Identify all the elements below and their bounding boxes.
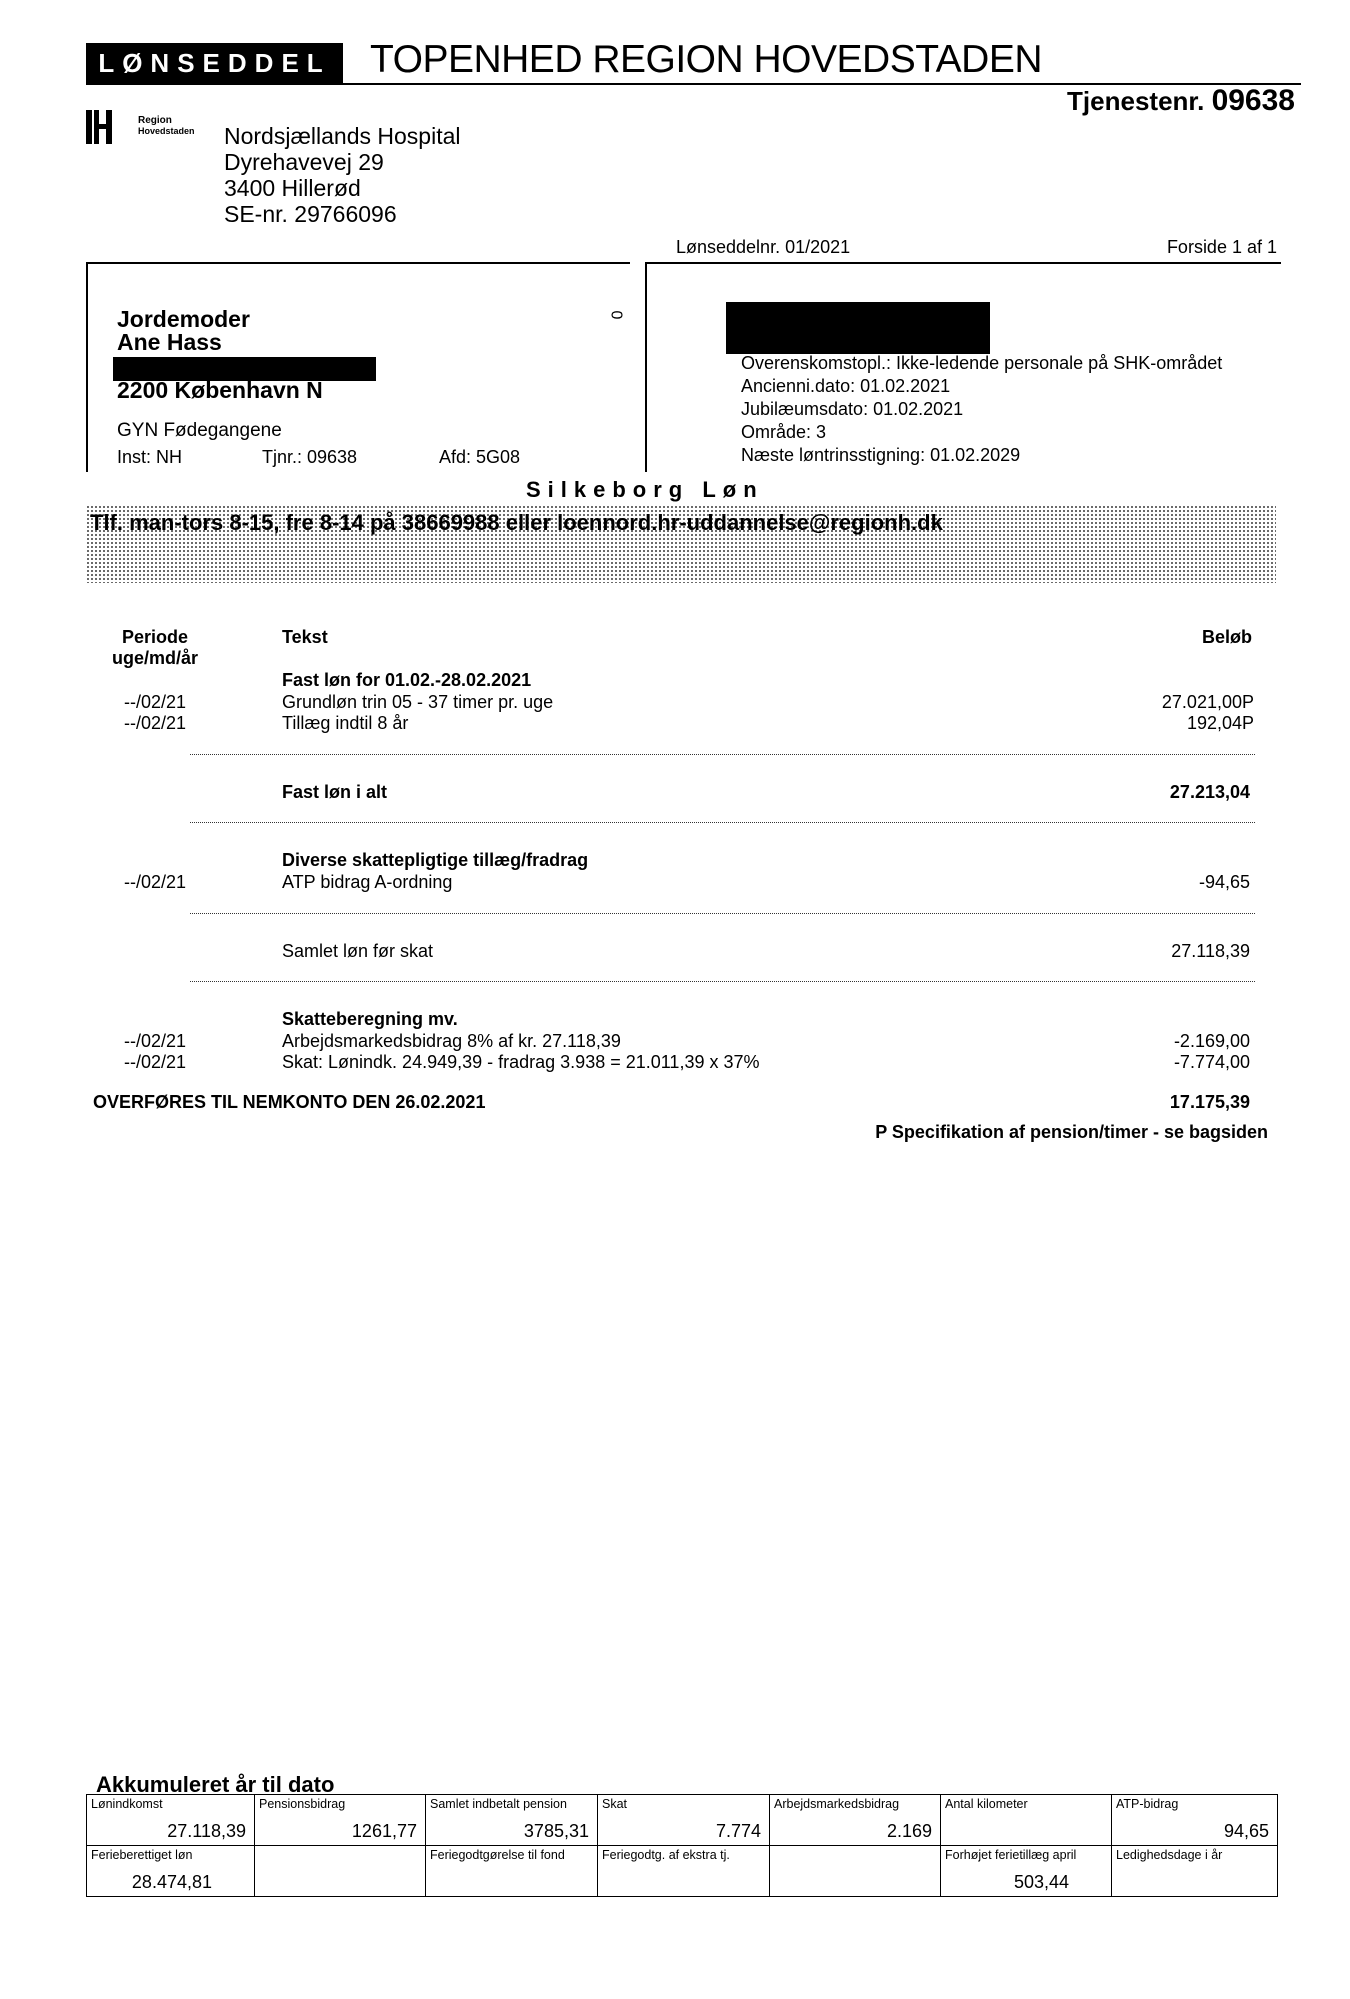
- logo-text-line2: Hovedstaden: [138, 126, 195, 136]
- fixed-total-label: Fast løn i alt: [282, 782, 388, 802]
- row-period: --/02/21: [123, 692, 187, 712]
- column-header-period-line1: Periode: [121, 627, 189, 647]
- accumulated-cell: [255, 1846, 426, 1897]
- organization-title: TOPENHED REGION HOVEDSTADEN: [370, 38, 1042, 81]
- pretax-amount: 27.118,39: [1171, 941, 1250, 961]
- region-hovedstaden-logo: [86, 108, 226, 148]
- accumulated-cell: [426, 1795, 598, 1846]
- cell-value: 503,44: [1013, 1872, 1069, 1892]
- contract-line: Næste løntrinsstigning: 01.02.2029: [741, 445, 1021, 465]
- row-amount: -94,65: [1198, 872, 1250, 892]
- cell-value: 27.118,39: [167, 1821, 246, 1841]
- row-amount: 192,04P: [1186, 713, 1254, 733]
- accumulated-cell: [1112, 1795, 1278, 1846]
- address-line: Dyrehavevej 29: [224, 149, 384, 175]
- payroll-provider: Silkeborg Løn: [526, 477, 764, 502]
- contract-line: Overenskomstopl.: Ikke-ledende personale på SHK-området: [741, 353, 1223, 373]
- row-text: Skat: Lønindk. 24.949,39 - fradrag 3.938 = 21.011,39 x 37%: [282, 1052, 760, 1072]
- column-header-amount: Beløb: [1201, 627, 1252, 647]
- address-line: Nordsjællands Hospital: [224, 123, 461, 149]
- fixed-total-amount: 27.213,04: [1169, 782, 1250, 802]
- recipient-title: Jordemoder: [117, 306, 250, 332]
- cell-label: Pensionsbidrag: [259, 1797, 346, 1811]
- row-text: Grundløn trin 05 - 37 timer pr. uge: [282, 692, 554, 712]
- recipient-name: Ane Hass: [117, 329, 222, 355]
- accumulated-title: Akkumuleret år til dato: [96, 1772, 335, 1797]
- service-number-label: Tjenestenr.: [1067, 86, 1205, 116]
- section-heading: Diverse skattepligtige tillæg/fradrag: [282, 850, 589, 870]
- dotted-separator: [190, 822, 1255, 823]
- row-period: --/02/21: [123, 713, 187, 733]
- contract-line: Jubilæumsdato: 01.02.2021: [741, 399, 964, 419]
- row-text: ATP bidrag A-ordning: [282, 872, 453, 892]
- recipient-inst: Inst: NH: [117, 447, 183, 467]
- row-amount: -2.169,00: [1173, 1031, 1250, 1051]
- recipient-box-left-border: [86, 262, 88, 472]
- row-text: Tillæg indtil 8 år: [282, 713, 409, 733]
- cell-label: Samlet indbetalt pension: [430, 1797, 567, 1811]
- row-amount: 27.021,00P: [1161, 692, 1254, 712]
- accumulated-table: [86, 1794, 1278, 1897]
- cell-label: Antal kilometer: [945, 1797, 1028, 1811]
- accumulated-cell: [1112, 1846, 1278, 1897]
- service-number-value: 09638: [1211, 84, 1295, 117]
- accumulated-cell: [941, 1795, 1112, 1846]
- accumulated-cell: [598, 1795, 770, 1846]
- accumulated-row: [87, 1846, 1278, 1897]
- recipient-department: GYN Fødegangene: [117, 420, 282, 441]
- address-line: 3400 Hillerød: [224, 175, 361, 201]
- cell-value: 1261,77: [351, 1821, 417, 1841]
- zero-mark: 0: [607, 310, 625, 320]
- row-period: --/02/21: [123, 1052, 187, 1072]
- cell-label: ATP-bidrag: [1116, 1797, 1179, 1811]
- specification-note: P Specifikation af pension/timer - se bagsiden: [875, 1122, 1268, 1142]
- cell-value: 2.169: [886, 1821, 932, 1841]
- accumulated-cell: [255, 1795, 426, 1846]
- section-heading: Fast løn for 01.02.-28.02.2021: [282, 670, 532, 690]
- recipient-tjnr: Tjnr.: 09638: [262, 447, 358, 467]
- document-title: LØNSEDDEL: [86, 43, 343, 83]
- accumulated-cell: [770, 1795, 941, 1846]
- cell-value: 28.474,81: [131, 1872, 212, 1892]
- contract-info: [741, 352, 1222, 467]
- row-amount: -7.774,00: [1173, 1052, 1250, 1072]
- address-line: SE-nr. 29766096: [224, 201, 397, 227]
- transfer-amount: 17.175,39: [1169, 1092, 1250, 1112]
- contract-box-left-border: [645, 262, 647, 472]
- accumulated-cell: [426, 1846, 598, 1897]
- contract-line: Ancienni.dato: 01.02.2021: [741, 376, 951, 396]
- accumulated-cell: [941, 1846, 1112, 1897]
- cell-label: Ferieberettiget løn: [91, 1848, 193, 1862]
- dotted-separator: [190, 913, 1255, 914]
- accumulated-cell: [598, 1846, 770, 1897]
- column-header-period-line2: uge/md/år: [111, 648, 199, 668]
- transfer-label: OVERFØRES TIL NEMKONTO DEN 26.02.2021: [93, 1092, 486, 1112]
- recipient-box-top-border: [86, 262, 630, 264]
- cell-value: 7.774: [715, 1821, 761, 1841]
- accumulated-cell: [87, 1846, 255, 1897]
- accumulated-cell: [770, 1846, 941, 1897]
- logo-text-line1: Region: [138, 115, 172, 126]
- cell-label: Forhøjet ferietillæg april: [945, 1848, 1077, 1862]
- service-number: [1067, 84, 1295, 118]
- recipient-name-block: [117, 308, 250, 354]
- pretax-label: Samlet løn før skat: [282, 941, 434, 961]
- dotted-separator: [190, 754, 1255, 755]
- cell-value: 94,65: [1223, 1821, 1269, 1841]
- dotted-separator: [190, 981, 1255, 982]
- row-period: --/02/21: [123, 872, 187, 892]
- slip-number: Lønseddelnr. 01/2021: [676, 237, 851, 257]
- cell-label: Ledighedsdage i år: [1116, 1848, 1223, 1862]
- contact-line: Tlf. man-tors 8-15, fre 8-14 på 38669988 eller loennord.hr-uddannelse@regionh.dk: [90, 510, 943, 535]
- recipient-city: 2200 København N: [117, 377, 323, 403]
- contract-box-top-border: [645, 262, 1281, 264]
- cell-value: 3785,31: [523, 1821, 589, 1841]
- column-header-period: [90, 627, 220, 669]
- accumulated-row: [87, 1795, 1278, 1846]
- cell-label: Feriegodtgørelse til fond: [430, 1848, 565, 1862]
- cell-label: Arbejdsmarkedsbidrag: [774, 1797, 900, 1811]
- page-info: Forside 1 af 1: [1166, 237, 1277, 257]
- recipient-afd: Afd: 5G08: [439, 447, 521, 467]
- row-period: --/02/21: [123, 1031, 187, 1051]
- redacted-employee-info: [726, 302, 990, 354]
- cell-label: Feriegodtg. af ekstra tj.: [602, 1848, 730, 1862]
- column-header-text: Tekst: [282, 627, 328, 647]
- accumulated-cell: [87, 1795, 255, 1846]
- contract-line: Område: 3: [741, 422, 827, 442]
- sender-address: [224, 123, 461, 227]
- row-text: Arbejdsmarkedsbidrag 8% af kr. 27.118,39: [282, 1031, 621, 1051]
- cell-label: Lønindkomst: [91, 1797, 163, 1811]
- section-heading: Skatteberegning mv.: [282, 1009, 458, 1029]
- cell-label: Skat: [602, 1797, 628, 1811]
